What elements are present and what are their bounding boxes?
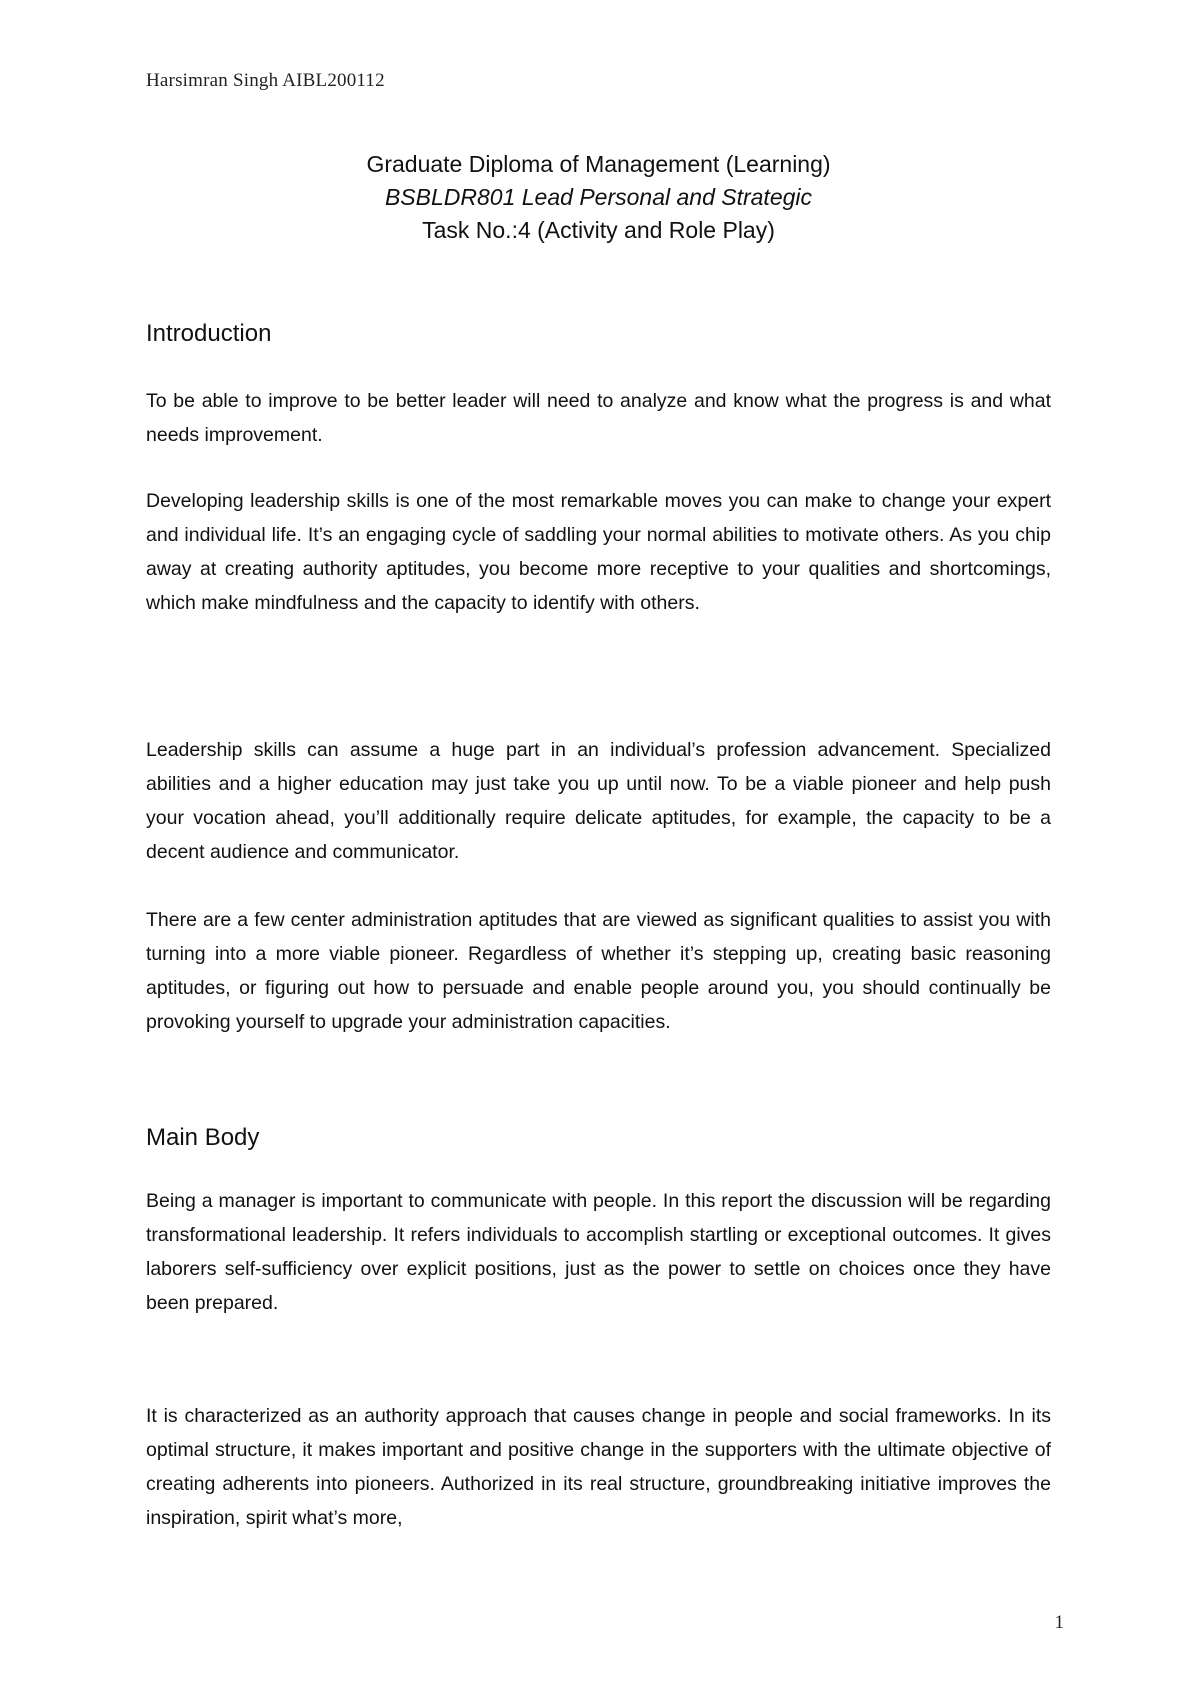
author-header: Harsimran Singh AIBL200112 xyxy=(146,70,385,91)
intro-paragraph-1: To be able to improve to be better leader will need to analyze and know what the progress is and what needs improvement. xyxy=(146,390,1051,446)
page-number: 1 xyxy=(1054,1612,1064,1633)
intro-paragraph-3: Leadership skills can assume a huge part in an individual’s profession advancement. Specialized abilities and a higher education may just take you up until now. To be a viable pioneer and help push your vocation ahead, you’ll additionally require delicate aptitudes, for example, the capacity to be a decent audience and communicator. xyxy=(146,739,1051,863)
document-title xyxy=(146,148,1051,247)
main-body-heading: Main Body xyxy=(146,1124,260,1151)
main-body-paragraph-2: It is characterized as an authority approach that causes change in people and social frameworks. In its optimal structure, it makes important and positive change in the supporters with the ultimate objective of creating adherents into pioneers. Authorized in its real structure, groundbreaking initiative improves the inspiration, spirit what’s more, xyxy=(146,1405,1051,1529)
title-task: Task No.:4 (Activity and Role Play) xyxy=(422,217,775,243)
intro-paragraph-2: Developing leadership skills is one of the most remarkable moves you can make to change your expert and individual life. It’s an engaging cycle of saddling your normal abilities to motivate others. As you chip away at creating authority aptitudes, you become more receptive to your qualities and shortcomings, which make mindfulness and the capacity to identify with others. xyxy=(146,490,1051,614)
title-course: BSBLDR801 Lead Personal and Strategic xyxy=(384,184,813,210)
intro-paragraph-4: There are a few center administration aptitudes that are viewed as significant qualities to assist you with turning into a more viable pioneer. Regardless of whether it’s stepping up, creating basic reasoning aptitudes, or figuring out how to persuade and enable people around you, you should continually be provoking yourself to upgrade your administration capacities. xyxy=(146,909,1051,1033)
title-program: Graduate Diploma of Management (Learning) xyxy=(366,151,831,177)
introduction-heading: Introduction xyxy=(146,320,272,347)
main-body-paragraph-1: Being a manager is important to communicate with people. In this report the discussion will be regarding transformational leadership. It refers individuals to accomplish startling or exceptional outcomes. It gives laborers self-sufficiency over explicit positions, just as the power to settle on choices once they have been prepared. xyxy=(146,1190,1051,1314)
